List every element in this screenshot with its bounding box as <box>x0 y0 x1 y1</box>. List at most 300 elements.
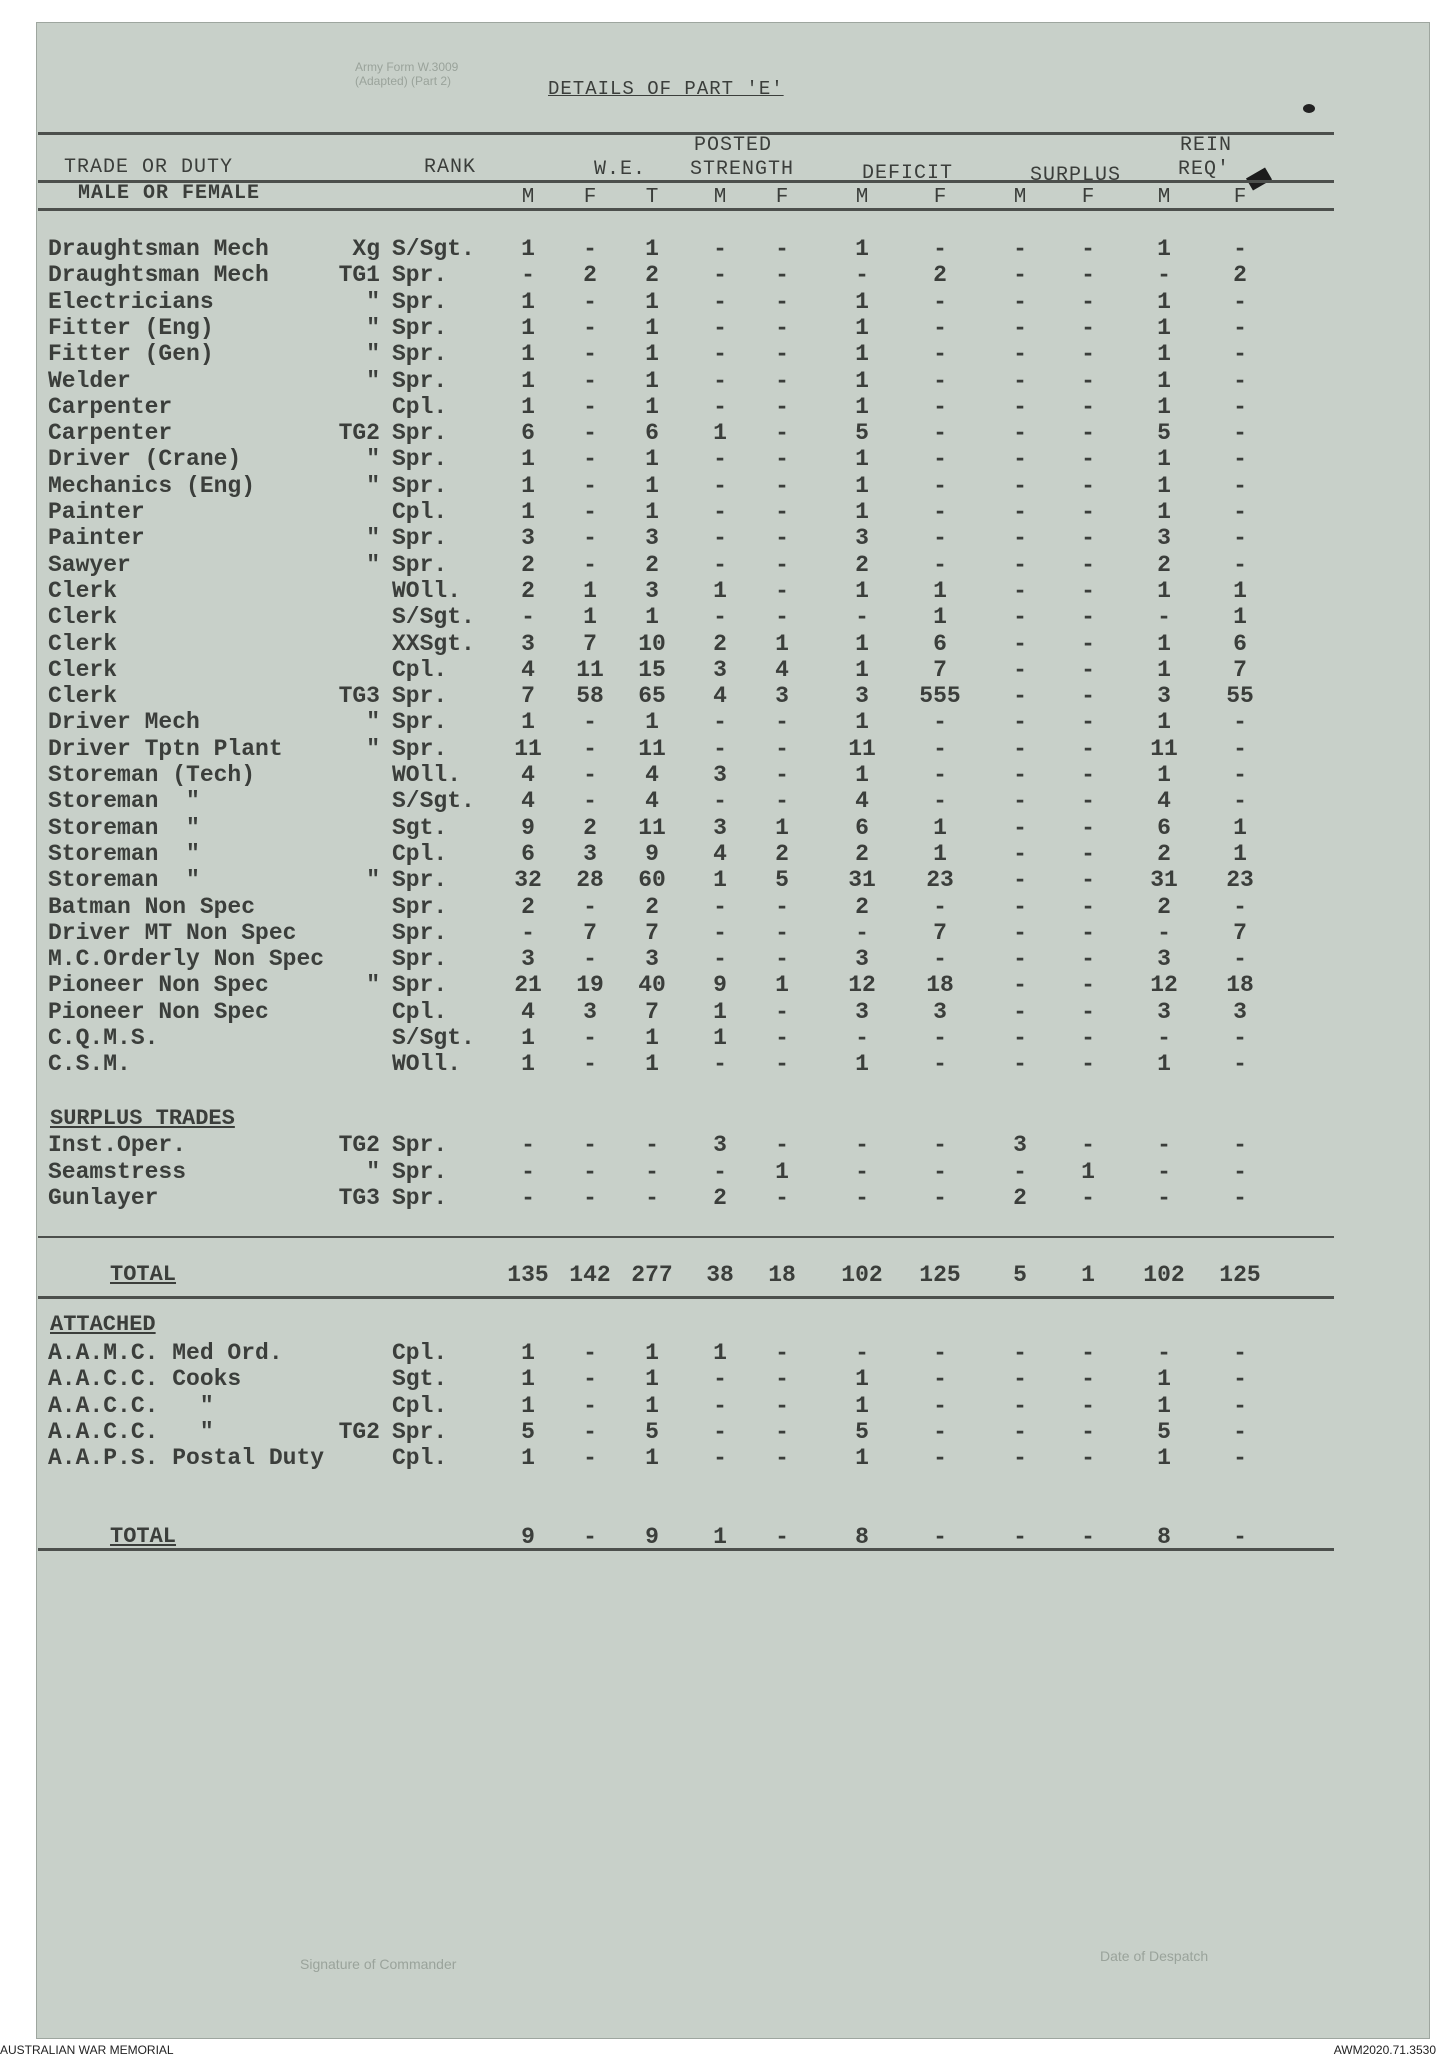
total-cell: 9 <box>521 1524 535 1550</box>
value-cell: - <box>583 1025 597 1051</box>
rank-cell: Spr. <box>392 420 448 447</box>
value-cell: - <box>1081 288 1095 315</box>
value-cell: - <box>1081 420 1095 447</box>
value-cell: - <box>775 1445 789 1472</box>
value-cell: - <box>855 262 869 289</box>
rank-cell: Spr. <box>392 314 448 341</box>
trade-group-cell: " <box>366 288 380 315</box>
value-cell: - <box>1233 446 1247 473</box>
column-header: F <box>1233 186 1247 209</box>
value-cell: - <box>1233 1051 1247 1078</box>
header-posted: POSTED <box>694 134 773 157</box>
value-cell: - <box>1081 1185 1095 1211</box>
trade-group-cell: " <box>366 551 380 578</box>
rank-cell: Spr. <box>392 683 448 710</box>
value-cell: 1 <box>1157 393 1171 420</box>
value-cell: 3 <box>1157 946 1171 973</box>
value-cell: 1 <box>645 604 659 631</box>
value-cell: 1 <box>1081 1158 1095 1185</box>
value-cell: 1 <box>645 1340 659 1366</box>
value-cell: - <box>1013 735 1027 762</box>
total-cell: 9 <box>645 1524 659 1550</box>
value-cell: - <box>933 499 947 525</box>
value-cell: 11 <box>848 735 876 762</box>
value-cell: - <box>775 420 789 447</box>
value-cell: 1 <box>645 1025 659 1051</box>
rank-cell: Spr. <box>392 1158 448 1185</box>
rank-cell: Sgt. <box>392 1366 448 1393</box>
total-cell: 8 <box>1157 1524 1171 1550</box>
value-cell: 18 <box>926 972 954 999</box>
total-cell: 5 <box>1013 1262 1027 1288</box>
trade-group-cell: " <box>366 1158 380 1185</box>
value-cell: - <box>1013 367 1027 394</box>
table-row <box>0 1051 1444 1077</box>
trade-group-cell: " <box>366 367 380 394</box>
value-cell: 1 <box>1157 1445 1171 1472</box>
rank-cell: Cpl. <box>392 840 448 867</box>
value-cell: 5 <box>521 1418 535 1445</box>
trade-cell: Batman Non Spec <box>48 893 256 920</box>
rank-cell: Spr. <box>392 341 448 368</box>
value-cell: - <box>1233 1158 1247 1185</box>
value-cell: - <box>1081 525 1095 552</box>
value-cell: - <box>855 919 869 946</box>
value-cell: - <box>713 262 727 289</box>
value-cell: - <box>933 472 947 499</box>
trade-cell: Fitter (Gen) <box>48 341 214 368</box>
value-cell: - <box>1013 604 1027 631</box>
value-cell: - <box>1013 630 1027 657</box>
pin-mark <box>1303 104 1315 113</box>
table-row <box>0 841 1444 867</box>
value-cell: 4 <box>713 683 727 710</box>
value-cell: 1 <box>645 1445 659 1472</box>
value-cell: - <box>1081 1132 1095 1158</box>
value-cell: 7 <box>583 630 597 657</box>
total-cell: - <box>775 1524 789 1550</box>
value-cell: - <box>855 1132 869 1158</box>
despatch-label: Date of Despatch <box>1100 1948 1209 1964</box>
total-cell: - <box>583 1524 597 1550</box>
trade-cell: Gunlayer <box>48 1185 159 1211</box>
value-cell: 9 <box>521 814 535 841</box>
value-cell: 1 <box>1157 1366 1171 1393</box>
value-cell: 12 <box>1150 972 1178 999</box>
table-row <box>0 499 1444 525</box>
value-cell: 11 <box>514 735 542 762</box>
rank-cell: Cpl. <box>392 656 448 683</box>
value-cell: - <box>1081 1418 1095 1445</box>
table-row <box>0 394 1444 420</box>
value-cell: - <box>855 1158 869 1185</box>
value-cell: - <box>1157 1132 1171 1158</box>
header-req: REQ' <box>1178 158 1231 181</box>
value-cell: 2 <box>713 630 727 657</box>
total-cell: 135 <box>507 1262 549 1288</box>
value-cell: - <box>713 341 727 368</box>
value-cell: 1 <box>713 577 727 604</box>
value-cell: 3 <box>713 1132 727 1158</box>
value-cell: - <box>1233 1025 1247 1051</box>
value-cell: 6 <box>645 420 659 447</box>
value-cell: 1 <box>1157 288 1171 315</box>
value-cell: 1 <box>521 367 535 394</box>
value-cell: 2 <box>583 262 597 289</box>
value-cell: 3 <box>713 814 727 841</box>
value-cell: 65 <box>638 683 666 710</box>
column-header: M <box>1013 186 1027 209</box>
trade-cell: Painter <box>48 499 145 525</box>
value-cell: 1 <box>645 1366 659 1393</box>
value-cell: - <box>933 1418 947 1445</box>
rank-cell: Spr. <box>392 525 448 552</box>
rank-cell: Spr. <box>392 919 448 946</box>
value-cell: - <box>1081 683 1095 710</box>
value-cell: 3 <box>645 946 659 973</box>
value-cell: - <box>1233 551 1247 578</box>
trade-cell: Fitter (Eng) <box>48 314 214 341</box>
value-cell: - <box>1157 1185 1171 1211</box>
value-cell: - <box>583 762 597 788</box>
value-cell: 12 <box>848 972 876 999</box>
value-cell: 1 <box>855 1392 869 1419</box>
value-cell: 1 <box>1157 1051 1171 1078</box>
value-cell: - <box>1081 393 1095 420</box>
value-cell: - <box>775 1340 789 1366</box>
value-cell: - <box>1081 946 1095 973</box>
rank-cell: Cpl. <box>392 998 448 1025</box>
header-rule-top <box>38 132 1334 135</box>
value-cell: - <box>775 236 789 262</box>
trade-group-cell: Xg <box>352 236 380 262</box>
value-cell: - <box>713 288 727 315</box>
value-cell: - <box>1013 814 1027 841</box>
value-cell: 1 <box>645 236 659 262</box>
rank-cell: Spr. <box>392 735 448 762</box>
value-cell: 1 <box>1157 446 1171 473</box>
value-cell: 2 <box>1013 1185 1027 1211</box>
value-cell: - <box>775 604 789 631</box>
value-cell: - <box>1013 788 1027 815</box>
value-cell: 11 <box>576 656 604 683</box>
value-cell: 3 <box>1233 998 1247 1025</box>
value-cell: - <box>713 1418 727 1445</box>
table-row <box>0 631 1444 657</box>
value-cell: - <box>775 919 789 946</box>
value-cell: - <box>775 367 789 394</box>
value-cell: - <box>1013 551 1027 578</box>
value-cell: - <box>1081 972 1095 999</box>
value-cell: - <box>713 946 727 973</box>
trade-cell: Welder <box>48 367 131 394</box>
value-cell: - <box>583 420 597 447</box>
value-cell: - <box>583 1340 597 1366</box>
value-cell: 3 <box>521 630 535 657</box>
rank-cell: S/Sgt. <box>392 1025 475 1051</box>
trade-group-cell: " <box>366 446 380 473</box>
total-cell: 102 <box>841 1262 883 1288</box>
value-cell: 32 <box>514 867 542 894</box>
value-cell: 55 <box>1226 683 1254 710</box>
value-cell: 1 <box>645 393 659 420</box>
value-cell: 3 <box>933 998 947 1025</box>
value-cell: 5 <box>1157 420 1171 447</box>
value-cell: 1 <box>645 314 659 341</box>
value-cell: 7 <box>645 919 659 946</box>
value-cell: - <box>1081 314 1095 341</box>
total-cell: 125 <box>1219 1262 1261 1288</box>
column-header: M <box>1157 186 1171 209</box>
rank-cell: Spr. <box>392 946 448 973</box>
value-cell: - <box>1081 367 1095 394</box>
value-cell: - <box>521 262 535 289</box>
value-cell: - <box>1013 1445 1027 1472</box>
value-cell: - <box>1081 1366 1095 1393</box>
rank-cell: Spr. <box>392 288 448 315</box>
total-rule-top <box>38 1236 1334 1238</box>
value-cell: 6 <box>1233 630 1247 657</box>
value-cell: - <box>1233 709 1247 736</box>
value-cell: 1 <box>1157 341 1171 368</box>
value-cell: 1 <box>933 604 947 631</box>
total-label: TOTAL <box>110 1262 177 1287</box>
value-cell: - <box>933 314 947 341</box>
trade-group-cell: " <box>366 525 380 552</box>
value-cell: - <box>933 1132 947 1158</box>
value-cell: - <box>713 314 727 341</box>
value-cell: - <box>775 1132 789 1158</box>
value-cell: - <box>1013 341 1027 368</box>
rank-cell: Cpl. <box>392 499 448 525</box>
trade-group-cell: " <box>366 341 380 368</box>
value-cell: 1 <box>775 972 789 999</box>
value-cell: 1 <box>713 1025 727 1051</box>
value-cell: 5 <box>855 420 869 447</box>
value-cell: - <box>1081 735 1095 762</box>
value-cell: - <box>583 341 597 368</box>
value-cell: 6 <box>855 814 869 841</box>
value-cell: - <box>1013 420 1027 447</box>
value-cell: 2 <box>1157 840 1171 867</box>
value-cell: - <box>775 525 789 552</box>
trade-group-cell: TG2 <box>338 420 380 447</box>
value-cell: - <box>933 1158 947 1185</box>
value-cell: 1 <box>521 1445 535 1472</box>
value-cell: 1 <box>855 393 869 420</box>
value-cell: - <box>1013 972 1027 999</box>
value-cell: - <box>933 551 947 578</box>
value-cell: 1 <box>1157 709 1171 736</box>
value-cell: 3 <box>855 525 869 552</box>
value-cell: 3 <box>521 946 535 973</box>
table-row <box>0 341 1444 367</box>
value-cell: - <box>775 1392 789 1419</box>
trade-cell: M.C.Orderly Non Spec <box>48 946 325 973</box>
value-cell: - <box>855 1185 869 1211</box>
value-cell: - <box>855 604 869 631</box>
value-cell: - <box>713 499 727 525</box>
value-cell: 1 <box>933 840 947 867</box>
value-cell: 58 <box>576 683 604 710</box>
value-cell: - <box>1081 709 1095 736</box>
value-cell: 6 <box>521 420 535 447</box>
value-cell: - <box>713 236 727 262</box>
value-cell: 3 <box>583 840 597 867</box>
table-row <box>0 999 1444 1025</box>
value-cell: - <box>521 919 535 946</box>
header-we: W.E. <box>594 158 647 181</box>
trade-cell: Pioneer Non Spec <box>48 998 269 1025</box>
value-cell: - <box>713 735 727 762</box>
value-cell: - <box>1013 577 1027 604</box>
attached-row <box>0 1366 1444 1392</box>
value-cell: 7 <box>933 919 947 946</box>
value-cell: 28 <box>576 867 604 894</box>
value-cell: 1 <box>855 630 869 657</box>
value-cell: - <box>775 288 789 315</box>
attached-row <box>0 1419 1444 1445</box>
value-cell: 1 <box>855 472 869 499</box>
trade-cell: Carpenter <box>48 393 173 420</box>
value-cell: 1 <box>1157 314 1171 341</box>
value-cell: - <box>1081 656 1095 683</box>
value-cell: 1 <box>583 577 597 604</box>
rank-cell: Spr. <box>392 367 448 394</box>
table-row <box>0 315 1444 341</box>
value-cell: 1 <box>645 341 659 368</box>
value-cell: - <box>1013 472 1027 499</box>
value-cell: 1 <box>521 709 535 736</box>
value-cell: 1 <box>713 867 727 894</box>
value-cell: - <box>1157 1025 1171 1051</box>
trade-cell: Draughtsman Mech <box>48 236 269 262</box>
total-cell: 102 <box>1143 1262 1185 1288</box>
value-cell: 3 <box>583 998 597 1025</box>
trade-cell: Electricians <box>48 288 214 315</box>
value-cell: 1 <box>645 288 659 315</box>
column-header: F <box>775 186 789 209</box>
surplus-row <box>0 1132 1444 1158</box>
value-cell: - <box>1013 314 1027 341</box>
value-cell: - <box>713 709 727 736</box>
value-cell: 4 <box>1157 788 1171 815</box>
value-cell: - <box>1081 1051 1095 1078</box>
value-cell: 7 <box>933 656 947 683</box>
signature-label: Signature of Commander <box>300 1956 457 1972</box>
trade-cell: A.A.P.S. Postal Duty <box>48 1445 325 1472</box>
table-row <box>0 552 1444 578</box>
value-cell: - <box>1013 840 1027 867</box>
value-cell: - <box>713 788 727 815</box>
value-cell: - <box>1081 788 1095 815</box>
value-cell: - <box>1081 472 1095 499</box>
value-cell: 1 <box>855 1445 869 1472</box>
value-cell: 5 <box>855 1418 869 1445</box>
value-cell: - <box>583 1158 597 1185</box>
table-row <box>0 788 1444 814</box>
attached-row <box>0 1340 1444 1366</box>
rank-cell: Spr. <box>392 472 448 499</box>
form-reference: Army Form W.3009 (Adapted) (Part 2) <box>355 60 459 88</box>
trade-cell: Draughtsman Mech <box>48 262 269 289</box>
rank-cell: Cpl. <box>392 393 448 420</box>
value-cell: - <box>1233 288 1247 315</box>
value-cell: - <box>1233 499 1247 525</box>
trade-cell: A.A.C.C. Cooks <box>48 1366 242 1393</box>
rank-cell: Spr. <box>392 1132 448 1158</box>
rank-cell: Cpl. <box>392 1445 448 1472</box>
value-cell: 555 <box>919 683 961 710</box>
trade-group-cell: " <box>366 314 380 341</box>
rank-cell: WOll. <box>392 762 462 788</box>
trade-cell: Driver (Crane) <box>48 446 242 473</box>
value-cell: - <box>1013 1158 1027 1185</box>
value-cell: - <box>775 341 789 368</box>
value-cell: - <box>713 919 727 946</box>
value-cell: - <box>1081 262 1095 289</box>
value-cell: - <box>583 551 597 578</box>
surplus-trades-heading: SURPLUS TRADES <box>50 1106 235 1131</box>
trade-cell: Sawyer <box>48 551 131 578</box>
value-cell: 2 <box>645 893 659 920</box>
total-cell: - <box>933 1524 947 1550</box>
value-cell: - <box>933 367 947 394</box>
value-cell: 1 <box>645 446 659 473</box>
value-cell: 4 <box>855 788 869 815</box>
value-cell: - <box>1081 236 1095 262</box>
value-cell: - <box>775 946 789 973</box>
trade-cell: Painter <box>48 525 145 552</box>
value-cell: 3 <box>521 525 535 552</box>
value-cell: 2 <box>583 814 597 841</box>
value-cell: 2 <box>933 262 947 289</box>
value-cell: 1 <box>1157 472 1171 499</box>
value-cell: 4 <box>645 762 659 788</box>
column-header: M <box>521 186 535 209</box>
rank-cell: Spr. <box>392 262 448 289</box>
value-cell: - <box>1013 236 1027 262</box>
value-cell: - <box>933 288 947 315</box>
value-cell: 1 <box>521 288 535 315</box>
value-cell: - <box>933 1366 947 1393</box>
value-cell: 7 <box>583 919 597 946</box>
trade-cell: C.Q.M.S. <box>48 1025 159 1051</box>
value-cell: - <box>1233 367 1247 394</box>
value-cell: - <box>1233 1340 1247 1366</box>
trade-cell: Inst.Oper. <box>48 1132 187 1158</box>
value-cell: - <box>583 709 597 736</box>
value-cell: - <box>1013 288 1027 315</box>
column-header: F <box>583 186 597 209</box>
value-cell: - <box>933 341 947 368</box>
rank-cell: S/Sgt. <box>392 236 475 262</box>
trade-group-cell: " <box>366 735 380 762</box>
value-cell: 1 <box>713 1340 727 1366</box>
total-cell: 1 <box>713 1524 727 1550</box>
value-cell: - <box>583 735 597 762</box>
table-row <box>0 894 1444 920</box>
table-row <box>0 604 1444 630</box>
table-row <box>0 473 1444 499</box>
value-cell: 7 <box>645 998 659 1025</box>
value-cell: - <box>1013 525 1027 552</box>
value-cell: - <box>1233 946 1247 973</box>
trade-group-cell: " <box>366 867 380 894</box>
value-cell: 1 <box>521 472 535 499</box>
table-row <box>0 683 1444 709</box>
value-cell: 6 <box>1157 814 1171 841</box>
